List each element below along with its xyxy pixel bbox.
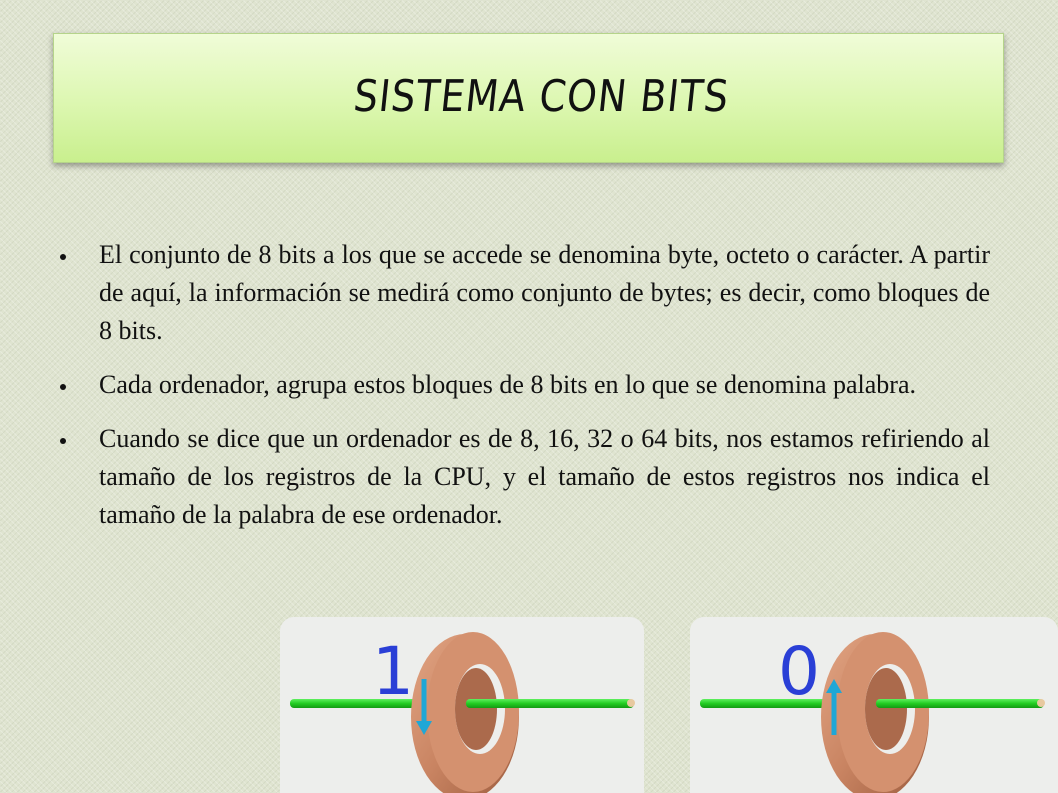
- core-figure-one: [280, 617, 644, 793]
- bullet-text: El conjunto de 8 bits a los que se accede se denomina byte, octeto o carácter. A partir de aquí, la información se medirá como conjunto de bytes; es decir, como bloques de 8 bits.: [99, 240, 990, 345]
- magnetic-core-zero-image: [690, 617, 1058, 793]
- bullet-item: [60, 236, 990, 350]
- bit-label: 0: [778, 633, 820, 710]
- bullet-text: Cada ordenador, agrupa estos bloques de 8 bits en lo que se denomina palabra.: [99, 370, 916, 399]
- ring-inner-wall: [455, 668, 497, 750]
- magnetic-core-one-image: [280, 617, 644, 793]
- bullet-list: [60, 236, 990, 550]
- wire-end: [1037, 699, 1045, 707]
- wire-right: [876, 699, 1044, 708]
- bullet-dot-icon: [60, 384, 66, 390]
- core-figure-zero: [690, 617, 1058, 793]
- wire-right: [466, 699, 634, 708]
- bullet-dot-icon: [60, 438, 66, 444]
- bullet-text: Cuando se dice que un ordenador es de 8, 16, 32 o 64 bits, nos estamos refiriendo al tamaño de los registros de la CPU, y el tamaño de estos registros nos indica el tamaño de la palabra de ese ordenador.: [99, 424, 990, 529]
- title-banner: [53, 33, 1004, 163]
- bullet-item: [60, 420, 990, 534]
- slide-title: SISTEMA CON BITS: [351, 70, 732, 122]
- bit-label: 1: [372, 633, 414, 710]
- bullet-item: [60, 366, 990, 404]
- bullet-dot-icon: [60, 254, 66, 260]
- wire-end: [627, 699, 635, 707]
- ring-inner-wall: [865, 668, 907, 750]
